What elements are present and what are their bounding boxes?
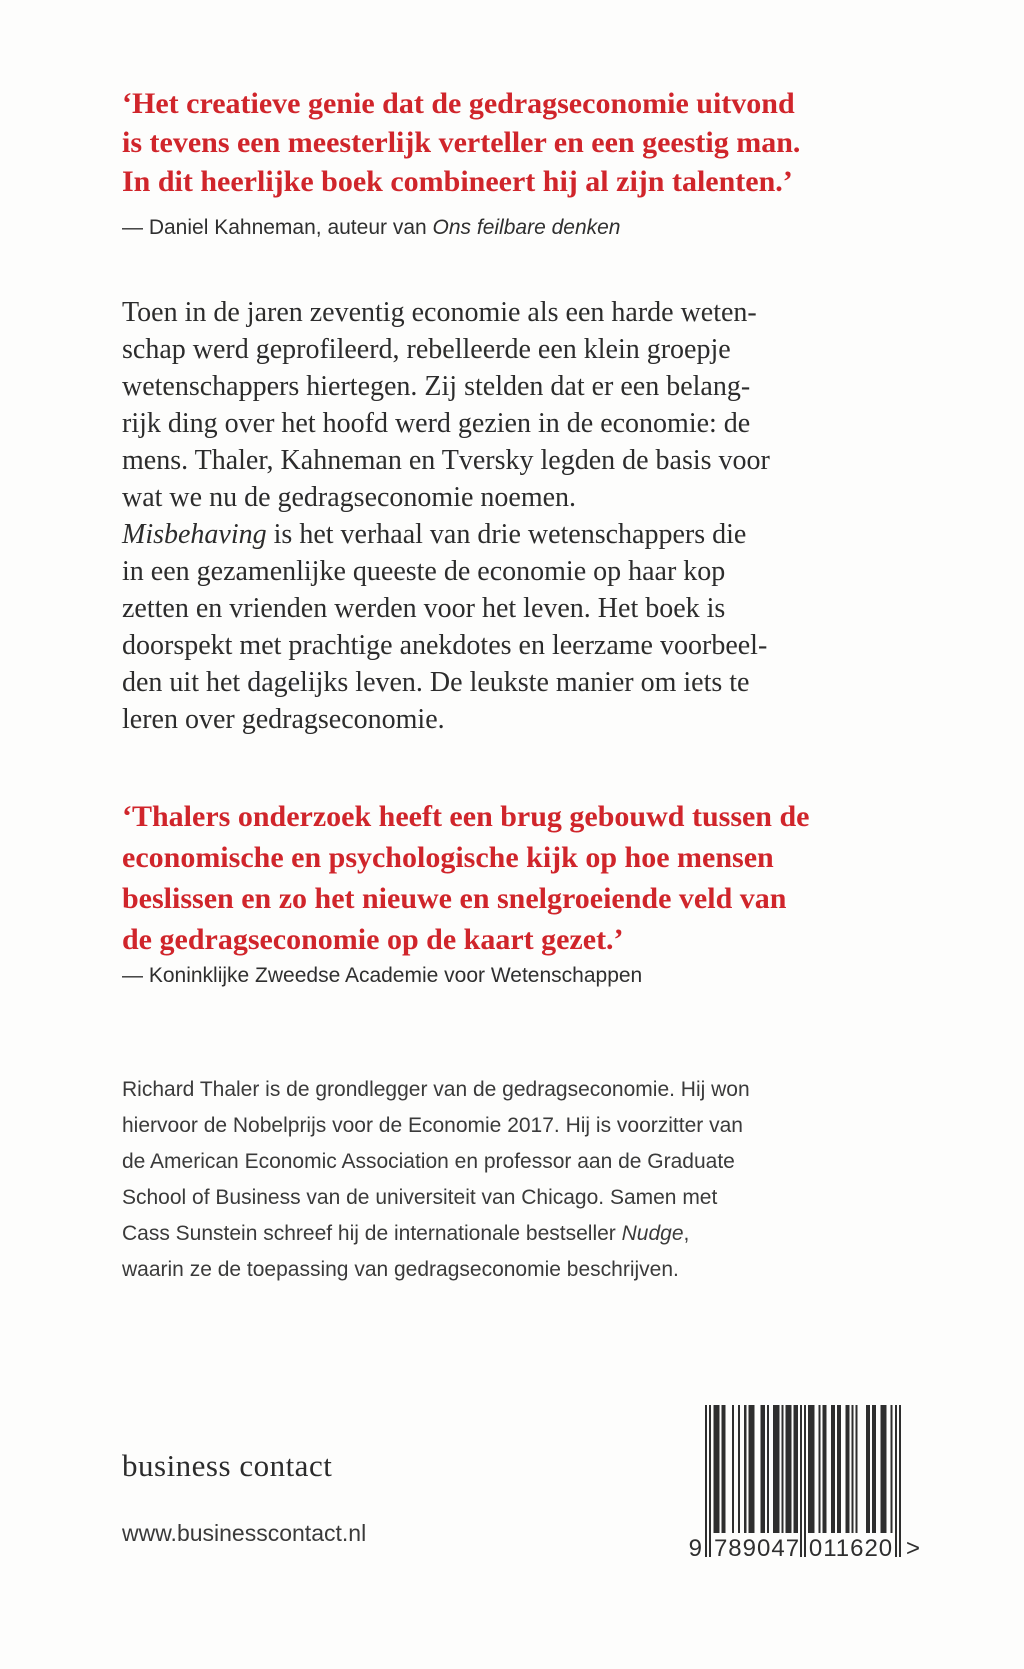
publisher-logo: business contact [122,1448,333,1483]
text-line: leren over gedragseconomie. [122,704,445,735]
barcode-digit-group1: 789047 [713,1535,801,1562]
text-line: Richard Thaler is de grondlegger van de gedragseconomie. Hij won [122,1078,750,1101]
quote-attribution-swedish-academy [122,961,852,991]
barcode-digit-group2: 011620 [808,1535,894,1562]
ean-barcode [660,1405,990,1580]
text-line: is tevens een meesterlijk verteller en een geestig man. [122,126,801,159]
review-quote-swedish-academy [122,796,852,960]
text-line: — Daniel Kahneman, auteur van Ons feilbare denken [122,216,621,239]
text-line: Toen in de jaren zeventig economie als een harde weten- [122,297,757,328]
text-line: schap werd geprofileerd, rebelleerde een klein groepje [122,334,731,365]
barcode-quiet-zone-arrow-icon: > [906,1535,921,1562]
review-quote-kahneman [122,84,852,201]
text-line: den uit het dagelijks leven. De leukste manier om iets te [122,667,750,698]
publisher-website: www.businesscontact.nl [122,1520,367,1546]
text-line: — Koninklijke Zweedse Academie voor Wetenschappen [122,964,643,987]
text-line: Cass Sunstein schreef hij de internationale bestseller Nudge, [122,1222,690,1245]
text-line: de gedragseconomie op de kaart gezet.’ [122,923,624,956]
barcode-digit-prefix: 9 [688,1535,702,1562]
text-line: School of Business van de universiteit van Chicago. Samen met [122,1186,718,1209]
text-line: ‘Het creatieve genie dat de gedragseconomie uitvond [122,87,795,120]
text-line: ‘Thalers onderzoek heeft een brug gebouwd tussen de [122,800,810,833]
text-line: doorspekt met prachtige anekdotes en leerzame voorbeel- [122,630,768,661]
text-line: hiervoor de Nobelprijs voor de Economie 2017. Hij is voorzitter van [122,1114,743,1137]
text-line: wat we nu de gedragseconomie noemen. [122,482,577,513]
quote-attribution-kahneman [122,213,852,243]
text-line: In dit heerlijke boek combineert hij al zijn talenten.’ [122,165,793,198]
text-line: wetenschappers hiertegen. Zij stelden dat er een belang- [122,371,751,402]
text-line: economische en psychologische kijk op hoe mensen [122,841,774,874]
author-bio [122,1072,852,1288]
text-line: rijk ding over het hoofd werd gezien in de economie: de [122,408,751,439]
back-cover-blurb [122,294,852,738]
text-line: waarin ze de toepassing van gedragseconomie beschrijven. [122,1258,679,1281]
text-line: zetten en vrienden werden voor het leven. Het boek is [122,593,726,624]
text-line: de American Economic Association en professor aan de Graduate [122,1150,735,1173]
text-line: in een gezamenlijke queeste de economie op haar kop [122,556,726,587]
text-line: beslissen en zo het nieuwe en snelgroeiende veld van [122,882,787,915]
text-line: Misbehaving is het verhaal van drie wetenschappers die [122,519,747,550]
text-line: mens. Thaler, Kahneman en Tversky legden de basis voor [122,445,770,476]
